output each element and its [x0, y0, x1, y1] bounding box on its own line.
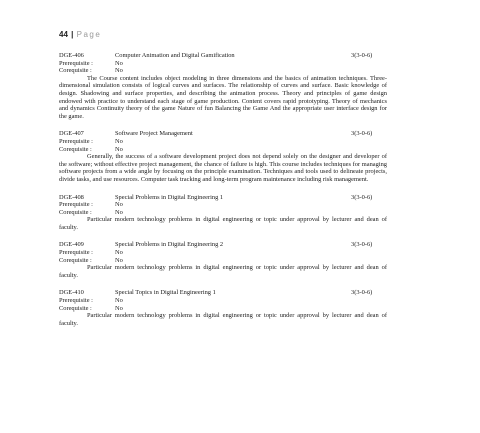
corequisite-row [59, 146, 387, 154]
course-credits: 3(3-0-6) [351, 52, 373, 59]
prerequisite-value: No [115, 137, 123, 145]
course-list [59, 52, 387, 337]
course-credits: 3(3-0-6) [351, 193, 373, 201]
corequisite-label: Corequisite : [59, 67, 92, 75]
course-credits: 3(3-0-6) [351, 241, 373, 249]
corequisite-value: No [115, 67, 123, 75]
course-dge-406 [59, 52, 387, 120]
prerequisite-row [59, 297, 387, 305]
course-description: Generally, the success of a software development project does not depend solely on the designer and developer of the software; without effective project management, the chance of failure is high. This course includes techniques for managing software projects from a wide angle by focusing on the principle examination. Techniques and tools used to delineate projects, divide tasks, and use resources. Computer task tracking and long-term program maintenance including risk management. [59, 153, 387, 183]
prerequisite-label: Prerequisite : [59, 249, 93, 257]
course-description: The Course content includes object modeling in three dimensions and the basics of animation techniques. Three-dimensional simulation consists of logical curves and surfaces. The relationship of curves and surface. Basic knowledge of design. Shadowing and surface properties, and describing the animation process. Theory and principles of game design endowed with practice to understand each stage of game production. Content covers rapid prototyping. Theory of mechanics and dynamics Continuity theory of the game Nature of fun Balancing the Game And the appropriate user interface design for the game. [59, 74, 387, 120]
corequisite-row [59, 305, 387, 313]
course-code: DGE-407 [59, 130, 84, 138]
prerequisite-label: Prerequisite : [59, 297, 93, 305]
course-title: Software Project Management [115, 130, 193, 138]
course-header [59, 130, 387, 138]
corequisite-row [59, 257, 387, 265]
course-credits: 3(3-0-6) [351, 130, 373, 138]
corequisite-value: No [115, 145, 123, 153]
course-header [59, 52, 387, 60]
course-description: Particular modern technology problems in digital engineering or topic under approval by lecturer and dean of faculty. [59, 312, 387, 327]
corequisite-value: No [115, 208, 123, 216]
course-code: DGE-409 [59, 241, 84, 249]
prerequisite-label: Prerequisite : [59, 59, 93, 67]
prerequisite-label: Prerequisite : [59, 201, 93, 209]
course-dge-409 [59, 241, 387, 279]
prerequisite-value: No [115, 249, 123, 257]
course-code: DGE-410 [59, 289, 84, 297]
page-header [59, 30, 101, 39]
corequisite-label: Corequisite : [59, 208, 92, 216]
course-dge-410 [59, 289, 387, 327]
prerequisite-value: No [115, 201, 123, 209]
course-description: Particular modern technology problems in digital engineering or topic under approval by lecturer and dean of faculty. [59, 216, 387, 231]
prerequisite-value: No [115, 297, 123, 305]
page-word: Page [76, 30, 102, 39]
course-header [59, 194, 387, 202]
corequisite-label: Corequisite : [59, 256, 92, 264]
course-dge-408 [59, 194, 387, 232]
course-dge-407 [59, 130, 387, 183]
course-title: Special Problems in Digital Engineering 1 [115, 193, 224, 201]
prerequisite-value: No [115, 59, 123, 67]
course-title: Special Topics in Digital Engineering 1 [115, 289, 216, 297]
corequisite-row [59, 209, 387, 217]
corequisite-value: No [115, 256, 123, 264]
corequisite-row [59, 67, 387, 75]
prerequisite-label: Prerequisite : [59, 137, 93, 145]
prerequisite-row [59, 249, 387, 257]
prerequisite-row [59, 201, 387, 209]
corequisite-label: Corequisite : [59, 145, 92, 153]
course-header [59, 241, 387, 249]
course-code: DGE-408 [59, 193, 84, 201]
prerequisite-row [59, 60, 387, 68]
prerequisite-row [59, 138, 387, 146]
course-description: Particular modern technology problems in digital engineering or topic under approval by lecturer and dean of faculty. [59, 264, 387, 279]
course-credits: 3(3-0-6) [351, 289, 373, 297]
corequisite-value: No [115, 304, 123, 312]
course-header [59, 289, 387, 297]
page-separator: | [71, 30, 74, 39]
course-title: Computer Animation and Digital Gamification [115, 52, 235, 59]
course-title: Special Problems in Digital Engineering 2 [115, 241, 224, 249]
course-code: DGE-406 [59, 52, 84, 59]
corequisite-label: Corequisite : [59, 304, 92, 312]
page-number: 44 [59, 30, 68, 39]
